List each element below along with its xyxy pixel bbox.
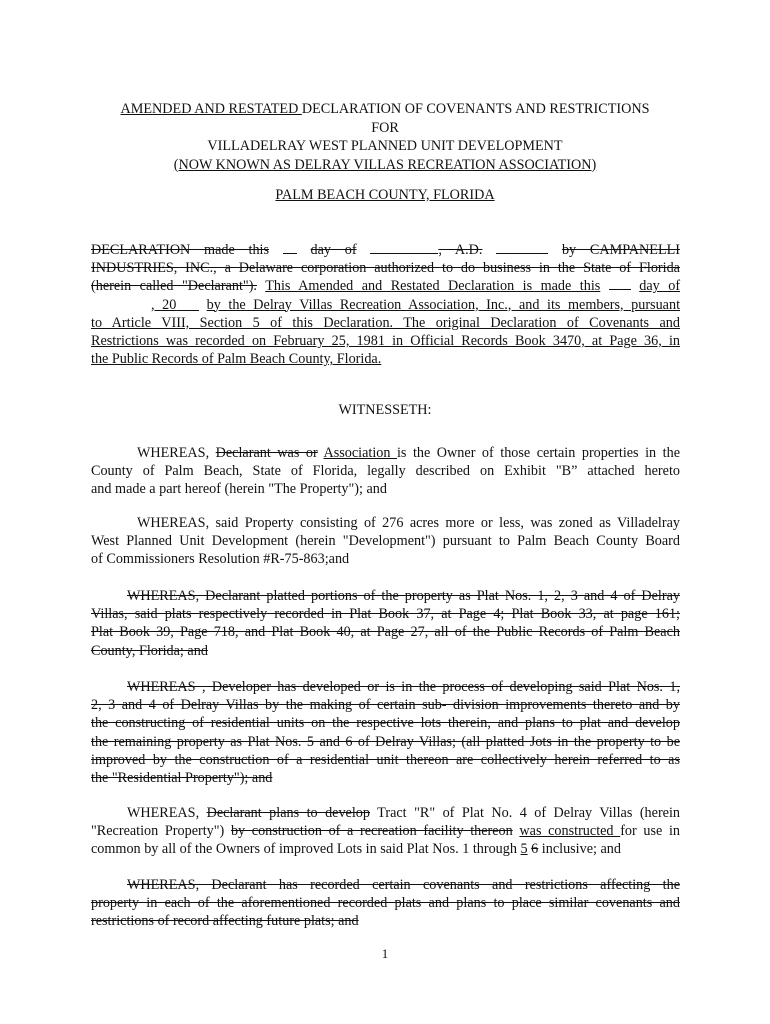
witnesseth-heading: WITNESSETH: <box>338 402 432 418</box>
title-line-4: (NOW KNOWN AS DELRAY VILLAS RECREATION ASSOCIATION) <box>173 156 597 173</box>
title-line-2: FOR <box>371 119 399 136</box>
blank-field <box>496 241 548 254</box>
declaration-line-1: DECLARATION made this day of , A.D. by CAMPANELLI <box>91 242 681 258</box>
declaration-line-4: , 20 by the Delray Villas Recreation Association, Inc., and its members, pursuant <box>91 296 680 314</box>
blank-field <box>370 241 438 254</box>
declaration-line-7: the Public Records of Palm Beach County, Florida. <box>91 351 382 368</box>
blank-field <box>609 277 631 290</box>
blank-field <box>91 297 151 309</box>
title-text: DECLARATION OF COVENANTS AND RESTRICTIONS <box>301 101 650 117</box>
whereas-paragraph-3: WHEREAS, Declarant platted portions of the property as Plat Nos. 1, 2, 3 and 4 of Delray Villas, said plats respectively recorded in Plat Book 37, at Page 4; Plat Book 33, at page 161; Plat Book 39, Page 718, and Plat Book 40, at Page 27, all of the Public Records of Palm Beach County, Florida; and <box>91 588 680 659</box>
page-number: 1 <box>381 946 389 961</box>
whereas-paragraph-2: WHEREAS, said Property consisting of 276 acres more or less, was zoned as Villadelray West Planned Unit Development (herein "Development") pursuant to Palm Beach County Board of Commissioners Resolution #R-75-863;and <box>91 515 680 568</box>
title-inserted-text: AMENDED AND RESTATED <box>120 101 302 117</box>
whereas-paragraph-4: WHEREAS , Developer has developed or is in the process of developing said Plat Nos. 1, 2, 3 and 4 of Delray Villas by the making of certain sub- division improvements thereto and by the constructing of residential units on the respective lots therein, and plans to plat and develop the remaining property as Plat Nos. 5 and 6 of Delray Villas; (all platted Jots in the property to be improved by the construction of a residential unit thereon are collectively herein referred to as the "Residential Property"); and <box>91 679 680 787</box>
declaration-paragraph <box>91 241 680 368</box>
whereas-paragraph-5: WHEREAS, Declarant plans to develop Tract "R" of Plat No. 4 of Delray Villas (herein "Recreation Property") by construction of a recreation facility thereon was constructed for use in common by all of the Owners of improved Lots in said Plat Nos. 1 through 5 6 inclusive; and <box>91 805 680 858</box>
blank-field <box>283 241 297 254</box>
declaration-line-2: INDUSTRIES, INC., a Delaware corporation authorized to do business in the State of Florida <box>91 260 680 277</box>
document-title <box>60 100 710 174</box>
whereas-paragraph-1: WHEREAS, Declarant was or Association is the Owner of those certain properties in the County of Palm Beach, State of Florida, legally described on Exhibit "B” attached hereto and made a part hereof (herein "The Property"); and <box>91 445 680 498</box>
county-heading: PALM BEACH COUNTY, FLORIDA <box>275 187 495 203</box>
declaration-line-3: (herein called "Declarant"). This Amended and Restated Declaration is made this day of <box>91 278 681 295</box>
declaration-line-5: to Article VIII, Section 5 of this Declaration. The original Declaration of Covenants and <box>91 314 680 331</box>
title-line-3: VILLADELRAY WEST PLANNED UNIT DEVELOPMENT <box>207 138 563 154</box>
title-line-1 <box>60 100 710 119</box>
whereas-paragraph-6: WHEREAS, Declarant has recorded certain covenants and restrictions affecting the property in each of the aforementioned recorded plats and plans to place similar covenants and restrictions of record affecting future plats; and <box>91 877 680 930</box>
declaration-line-6: Restrictions was recorded on February 25, 1981 in Official Records Book 3470, at Page 36, in <box>91 333 680 350</box>
